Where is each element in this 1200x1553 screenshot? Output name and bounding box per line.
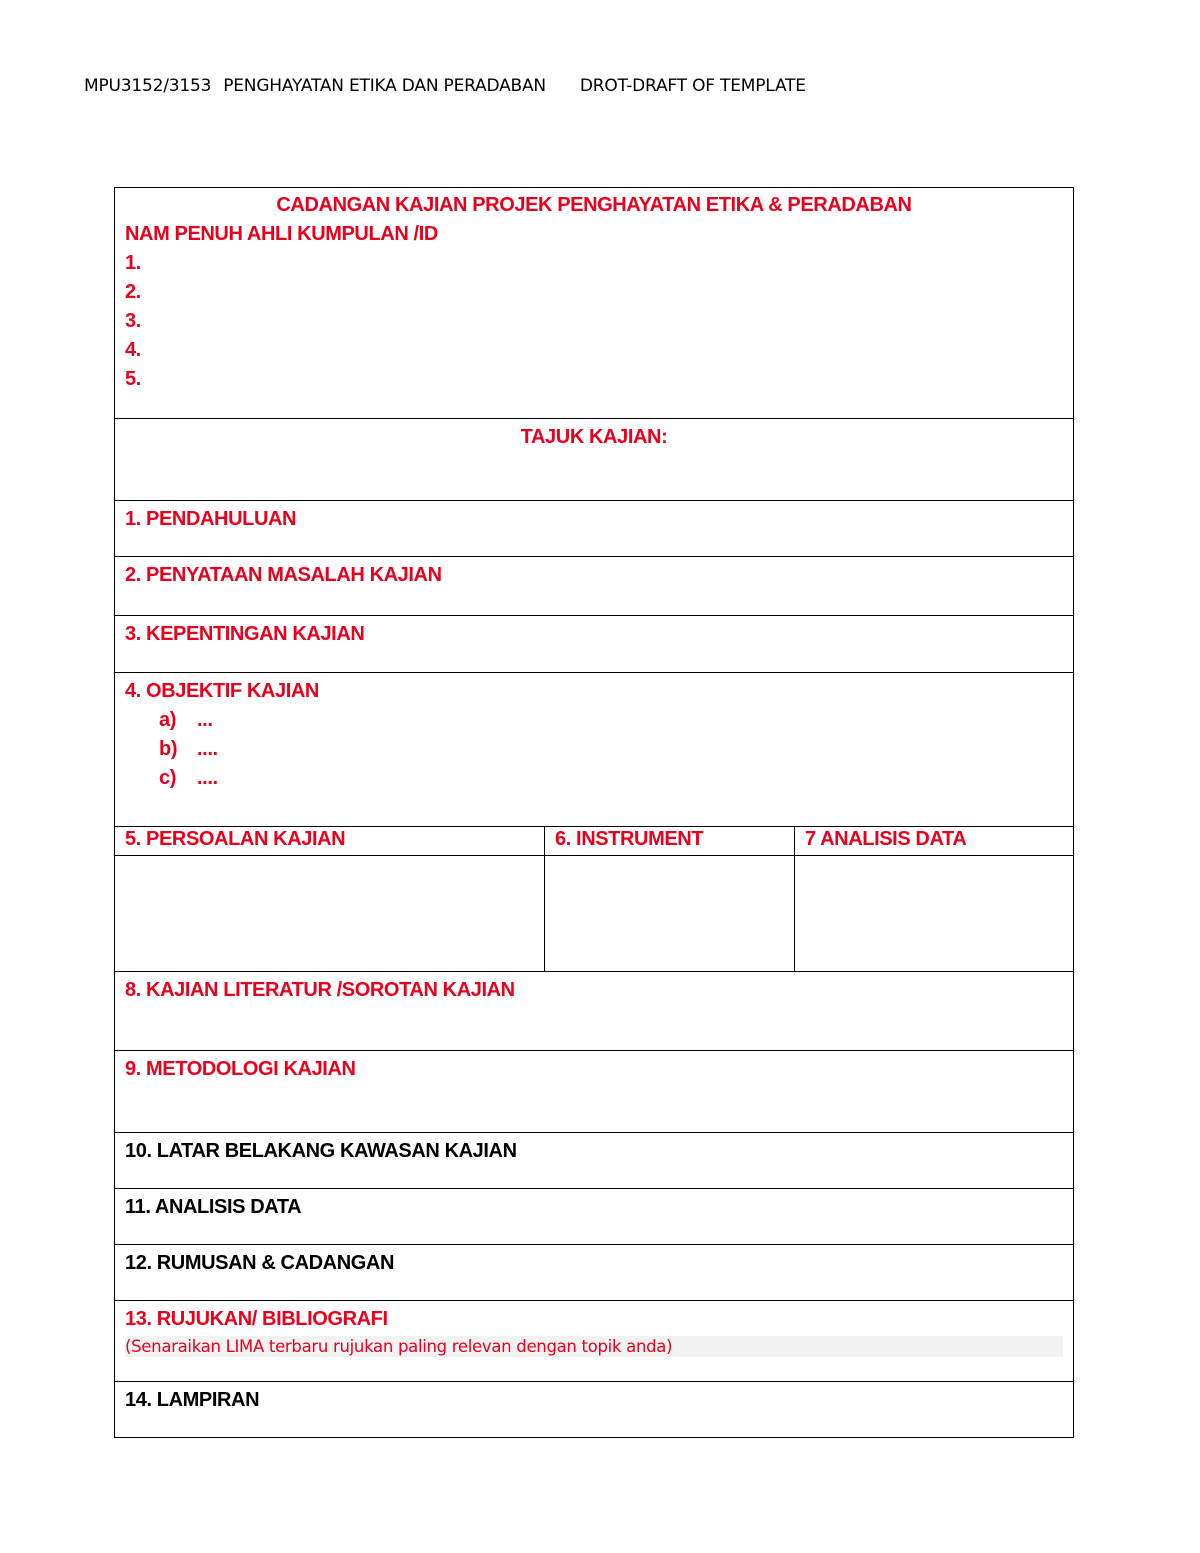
page-header — [84, 76, 806, 96]
objective-label: b) — [159, 738, 178, 760]
tajuk-label: TAJUK KAJIAN: — [520, 426, 668, 448]
section-13-cell[interactable] — [115, 1301, 1074, 1382]
three-col-header-row — [115, 827, 1074, 856]
objective-list — [159, 706, 1063, 793]
members-label: NAM PENUH AHLI KUMPULAN /ID — [125, 223, 438, 245]
section-10-label: 10. LATAR BELAKANG KAWASAN KAJIAN — [125, 1140, 517, 1162]
section-9-cell[interactable] — [115, 1051, 1074, 1133]
section-13-label: 13. RUJUKAN/ BIBLIOGRAFI — [125, 1308, 388, 1330]
section-4-label: 4. OBJEKTIF KAJIAN — [125, 680, 319, 702]
document-label: DROT-DRAFT OF TEMPLATE — [579, 76, 806, 96]
section-5-cell[interactable] — [115, 827, 545, 856]
title-row — [115, 419, 1074, 501]
section-row-13 — [115, 1301, 1074, 1382]
section-6-cell[interactable] — [545, 827, 795, 856]
section-11-label: 11. ANALISIS DATA — [125, 1196, 302, 1218]
section-row-12 — [115, 1245, 1074, 1301]
section-row-2 — [115, 557, 1074, 616]
proposal-form-table — [114, 187, 1074, 1438]
objective-item — [159, 706, 1063, 735]
section-3-cell[interactable] — [115, 616, 1074, 673]
objective-item — [159, 735, 1063, 764]
section-14-cell[interactable] — [115, 1382, 1074, 1438]
section-7-cell[interactable] — [795, 827, 1074, 856]
section-12-label: 12. RUMUSAN & CADANGAN — [125, 1252, 394, 1274]
section-row-4 — [115, 673, 1074, 827]
section-13-note: (Senaraikan LIMA terbaru rujukan paling relevan dengan topik anda) — [125, 1336, 1063, 1357]
section-8-label: 8. KAJIAN LITERATUR /SOROTAN KAJIAN — [125, 979, 515, 1001]
members-cell[interactable] — [115, 188, 1074, 419]
section-2-cell[interactable] — [115, 557, 1074, 616]
form-title: CADANGAN KAJIAN PROJEK PENGHAYATAN ETIKA & PERADABAN — [276, 194, 912, 216]
section-6-body[interactable] — [545, 856, 795, 972]
section-11-cell[interactable] — [115, 1189, 1074, 1245]
member-5: 5. — [125, 368, 141, 390]
member-2: 2. — [125, 281, 141, 303]
section-1-label: 1. PENDAHULUAN — [125, 508, 297, 530]
three-col-body-row — [115, 856, 1074, 972]
section-row-11 — [115, 1189, 1074, 1245]
member-1: 1. — [125, 252, 141, 274]
section-row-10 — [115, 1133, 1074, 1189]
section-10-cell[interactable] — [115, 1133, 1074, 1189]
member-4: 4. — [125, 339, 141, 361]
objective-text: ... — [197, 709, 213, 731]
section-2-label: 2. PENYATAAN MASALAH KAJIAN — [125, 564, 442, 586]
section-8-cell[interactable] — [115, 972, 1074, 1051]
section-14-label: 14. LAMPIRAN — [125, 1389, 260, 1411]
section-7-label: 7 ANALISIS DATA — [805, 828, 967, 850]
members-row — [115, 188, 1074, 419]
objective-text: .... — [197, 767, 218, 789]
section-9-label: 9. METODOLOGI KAJIAN — [125, 1058, 356, 1080]
section-7-body[interactable] — [795, 856, 1074, 972]
section-row-1 — [115, 501, 1074, 557]
objective-text: .... — [197, 738, 218, 760]
objective-label: c) — [159, 767, 176, 789]
section-5-body[interactable] — [115, 856, 545, 972]
objective-label: a) — [159, 709, 176, 731]
section-4-cell[interactable] — [115, 673, 1074, 827]
section-row-9 — [115, 1051, 1074, 1133]
course-code: MPU3152/3153 — [84, 76, 212, 96]
section-6-label: 6. INSTRUMENT — [555, 828, 704, 850]
course-name: PENGHAYATAN ETIKA DAN PERADABAN — [223, 76, 546, 96]
section-12-cell[interactable] — [115, 1245, 1074, 1301]
tajuk-cell[interactable] — [115, 419, 1074, 501]
section-row-14 — [115, 1382, 1074, 1438]
section-row-8 — [115, 972, 1074, 1051]
section-row-3 — [115, 616, 1074, 673]
member-3: 3. — [125, 310, 141, 332]
section-5-label: 5. PERSOALAN KAJIAN — [125, 828, 346, 850]
section-3-label: 3. KEPENTINGAN KAJIAN — [125, 623, 365, 645]
section-1-cell[interactable] — [115, 501, 1074, 557]
objective-item — [159, 764, 1063, 793]
